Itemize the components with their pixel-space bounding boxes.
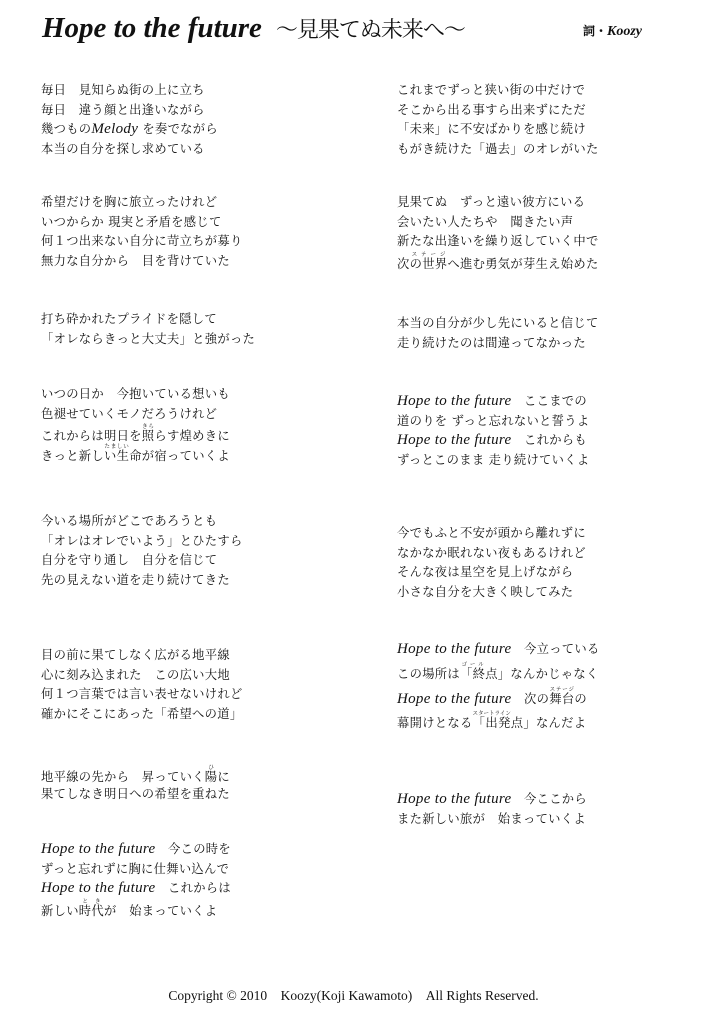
ruby-base: 「出発 [472, 715, 511, 730]
left-stanza-3 [41, 310, 255, 349]
ruby-word [549, 686, 575, 706]
right-stanza-1 [397, 81, 599, 159]
lyric-fragment: 今この時を [168, 842, 232, 856]
lyric-fragment: 新しい [41, 903, 79, 918]
lyric-english-phrase: Hope to the future [41, 880, 156, 897]
lyric-fragment: 点」なんかじゃなく [485, 666, 599, 681]
lyric-line [41, 840, 231, 860]
lyric-line [397, 431, 589, 451]
lyric-line: また新しい旅が 始まっていくよ [397, 811, 586, 826]
lyric-line: なかなか眠れない夜もあるけれど [397, 545, 586, 560]
lyric-english-phrase: Hope to the future [41, 841, 156, 857]
right-stanza-3 [397, 314, 599, 353]
ruby-word [472, 710, 511, 730]
lyric-line [397, 686, 600, 710]
credit-name: Koozy [607, 24, 643, 39]
lyric-fragment: この場所は [397, 666, 460, 681]
ruby-base: 舞台 [549, 691, 575, 706]
lyric-line [41, 444, 230, 464]
lyric-line: いつからか 現実と矛盾を感じて [41, 214, 222, 229]
lyric-english-word: Melody [91, 121, 139, 138]
ruby-reading: ステージ [409, 251, 448, 258]
lyric-line: 今でもふと不安が頭から離れずに [397, 526, 586, 540]
lyric-fragment: に [217, 770, 230, 784]
lyricist-credit [583, 22, 642, 40]
lyric-line [397, 660, 600, 686]
lyric-line: 先の見えない道を走り続けてきた [41, 572, 230, 587]
lyric-line [41, 120, 218, 140]
left-stanza-5 [41, 512, 243, 590]
lyric-line: 会いたい人たちや 聞きたい声 [397, 214, 574, 229]
lyric-fragment: ここまでの [524, 394, 588, 408]
lyric-line: 色褪せていくモノだろうけれど [41, 406, 218, 421]
left-stanza-7 [41, 765, 230, 804]
lyric-line [41, 765, 230, 785]
ruby-word [409, 251, 448, 271]
ruby-reading: スタートライン [472, 710, 511, 717]
lyric-line [397, 392, 589, 412]
lyric-fragment: 命が宿っていくよ [129, 448, 230, 463]
lyric-fragment: 今立っている [524, 642, 600, 656]
right-stanza-7 [397, 790, 587, 829]
ruby-base: 「終 [460, 666, 486, 681]
lyric-line: 何１つ出来ない自分に苛立ちが募り [41, 234, 243, 249]
lyric-english-phrase: Hope to the future [397, 791, 512, 807]
ruby-word [204, 765, 218, 784]
lyric-line: 小さな自分を大きく映してみた [397, 584, 574, 599]
lyric-fragment: これからも [524, 433, 588, 448]
lyric-english-phrase: Hope to the future [397, 432, 512, 449]
lyric-fragment: の [574, 691, 588, 706]
lyric-line: ずっと忘れずに胸に仕舞い込んで [41, 861, 230, 876]
lyric-fragment: 幕開けとなる [397, 715, 473, 730]
title-japanese: ～見果てぬ未来へ～ [275, 18, 465, 43]
lyric-line: 「オレならきっと大丈夫」と強がった [41, 331, 256, 346]
right-stanza-2 [397, 193, 599, 271]
ruby-base: 時代 [78, 903, 104, 918]
ruby-base: 照 [141, 429, 155, 444]
ruby-reading: ステージ [549, 686, 575, 693]
credit-prefix: 詞・ [583, 24, 608, 38]
ruby-base: い生 [104, 448, 130, 463]
ruby-word [78, 898, 104, 918]
lyric-line: 「未来」に不安ばかりを感じ続け [397, 122, 586, 137]
lyric-fragment: 次の [524, 691, 550, 706]
lyrics-title [42, 12, 465, 45]
lyric-line [41, 424, 230, 444]
lyric-line: 見果てぬ ずっと遠い彼方にいる [397, 195, 586, 209]
lyric-line: 目の前に果てしなく広がる地平線 [41, 648, 230, 662]
lyric-fragment: 幾つもの [41, 122, 92, 137]
ruby-reading: きら [141, 424, 155, 431]
lyric-line: 希望だけを胸に旅立ったけれど [41, 195, 218, 209]
lyric-line: 打ち砕かれたプライドを隠して [41, 312, 217, 326]
ruby-reading: ひ [204, 765, 218, 771]
lyric-line [397, 640, 600, 660]
lyric-fragment: これからは [168, 881, 232, 896]
lyric-line: これまでずっと狭い街の中だけで [397, 83, 586, 97]
right-stanza-4 [397, 392, 589, 470]
lyric-line: いつの日か 今抱いている想いも [41, 387, 230, 401]
left-stanza-6 [41, 646, 243, 724]
lyric-line [41, 899, 231, 919]
lyric-line: 何１つ言葉では言い表せないけれど [41, 687, 243, 702]
copyright-footer: Copyright © 2010 Koozy(Koji Kawamoto) All Rights Reserved. [168, 988, 539, 1003]
left-stanza-1 [41, 81, 218, 159]
lyric-line [397, 790, 587, 810]
lyric-line: 本当の自分が少し先にいると信じて [397, 316, 599, 330]
lyric-fragment: きっと新し [41, 448, 104, 463]
ruby-word [141, 424, 155, 444]
lyric-fragment: 地平線の先から 昇っていく [41, 770, 205, 784]
lyric-line: 道のりを ずっと忘れないと誓うよ [397, 413, 590, 428]
lyric-english-phrase: Hope to the future [397, 641, 512, 657]
ruby-word [460, 661, 486, 681]
lyric-line [41, 879, 231, 899]
lyric-line: 確かにそこにあった「希望への道」 [41, 706, 243, 721]
lyric-line: そんな夜は星空を見上げながら [397, 565, 574, 580]
lyric-fragment: 次 [397, 256, 410, 271]
lyric-line: 今いる場所がどこであろうとも [41, 514, 218, 528]
lyric-line: 毎日 違う顔と出逢いながら [41, 102, 205, 117]
lyric-line: ずっとこのまま 走り続けていくよ [397, 452, 590, 467]
left-stanza-2 [41, 193, 243, 271]
lyric-line: 本当の自分を探し求めている [41, 141, 205, 156]
lyric-line: 走り続けたのは間違ってなかった [397, 335, 586, 350]
lyric-line: 毎日 見知らぬ街の上に立ち [41, 83, 205, 97]
ruby-reading: たましい [104, 443, 130, 450]
ruby-reading: とき [78, 898, 104, 905]
lyric-line: 心に刻み込まれた この広い大地 [41, 667, 230, 682]
lyric-fragment: が 始まっていくよ [104, 903, 218, 918]
lyric-fragment: これからは明日を [41, 429, 142, 444]
lyric-fragment: 今ここから [524, 792, 588, 806]
left-stanza-4 [41, 385, 230, 463]
lyric-fragment: へ進む勇気が芽生え始めた [447, 256, 599, 271]
ruby-base: 陽 [204, 770, 218, 784]
lyric-line: 果てしなき明日への希望を重ねた [41, 786, 230, 801]
ruby-base: の世界 [409, 256, 448, 271]
lyric-line: 新たな出逢いを繰り返していく中で [397, 234, 599, 249]
title-english: Hope to the future [42, 12, 262, 44]
lyric-line: そこから出る事すら出来ずにただ [397, 102, 586, 117]
lyric-english-phrase: Hope to the future [397, 690, 512, 707]
lyric-fragment: らす煌めきに [154, 429, 230, 444]
lyric-line: もがき続けた「過去」のオレがいた [397, 141, 599, 156]
ruby-word [104, 443, 130, 463]
right-stanza-5 [397, 524, 586, 602]
lyric-line: 自分を守り通し 自分を信じて [41, 553, 218, 568]
lyric-fragment: を奏でながら [142, 122, 218, 137]
lyric-line: 無力な自分から 目を背けていた [41, 253, 230, 268]
ruby-reading: ゴール [460, 661, 486, 668]
lyric-english-phrase: Hope to the future [397, 393, 512, 409]
lyric-line: 「オレはオレでいよう」とひたすら [41, 533, 243, 548]
left-stanza-8 [41, 840, 231, 918]
right-stanza-6 [397, 640, 600, 734]
lyric-fragment: 点」なんだよ [510, 715, 587, 730]
lyric-line [397, 710, 600, 734]
lyric-line [397, 252, 599, 272]
